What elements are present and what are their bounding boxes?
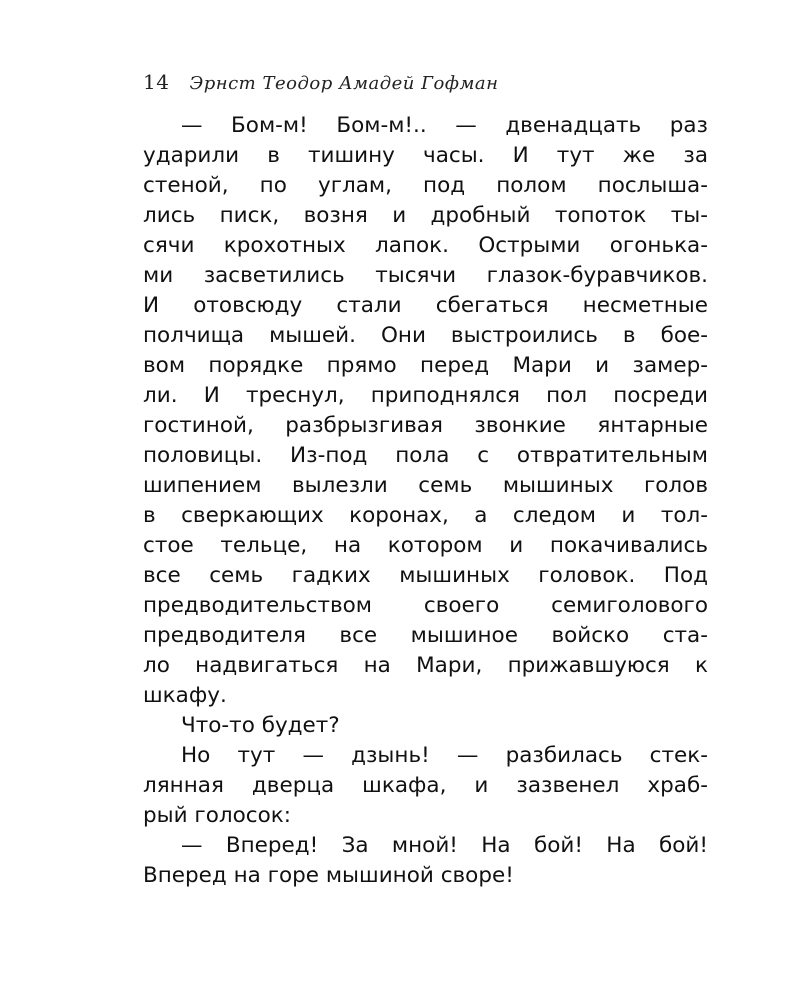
text-line: сячи крохотных лапок. Острыми огонька-: [143, 233, 708, 258]
text-line: стеной, по углам, под полом послыша-: [143, 173, 708, 198]
text-line: предводителя все мышиное войско ста-: [143, 623, 708, 648]
running-header: [143, 70, 498, 98]
text-line: рый голосок:: [143, 803, 291, 828]
text-line: шкафу.: [143, 683, 227, 708]
text-line: вом порядке прямо перед Мари и замер-: [143, 353, 708, 378]
text-line: половицы. Из-под пола с отвратительным: [143, 443, 708, 468]
text-line: гостиной, разбрызгивая звонкие янтарные: [143, 413, 708, 438]
text-line: лись писк, возня и дробный топоток ты-: [143, 203, 708, 228]
page-number: 14: [143, 70, 170, 94]
text-line: Что-то будет?: [181, 713, 340, 738]
text-line: — Бом-м! Бом-м!.. — двенадцать раз: [181, 113, 708, 138]
text-line: ударили в тишину часы. И тут же за: [143, 143, 708, 168]
text-line: Вперед на горе мышиной своре!: [143, 863, 514, 888]
text-line: лянная дверца шкафа, и зазвенел храб-: [143, 773, 708, 798]
body-text: [143, 111, 708, 891]
text-line: И отовсюду стали сбегаться несметные: [143, 293, 708, 318]
text-line: все семь гадких мышиных головок. Под: [143, 563, 708, 588]
text-line: — Вперед! За мной! На бой! На бой!: [181, 833, 708, 858]
text-line: ли. И треснул, приподнялся пол посреди: [143, 383, 708, 408]
author-name: Эрнст Теодор Амадей Гофман: [189, 73, 499, 94]
text-line: Но тут — дзынь! — разбилась стек-: [181, 743, 708, 768]
text-line: стое тельце, на котором и покачивались: [143, 533, 708, 558]
text-line: ло надвигаться на Мари, прижавшуюся к: [143, 653, 708, 678]
text-line: предводительством своего семиголового: [143, 593, 708, 618]
text-line: ми засветились тысячи глазок-буравчиков.: [143, 263, 708, 288]
text-line: полчища мышей. Они выстроились в бое-: [143, 323, 708, 348]
text-line: в сверкающих коронах, а следом и тол-: [143, 503, 708, 528]
text-line: шипением вылезли семь мышиных голов: [143, 473, 708, 498]
